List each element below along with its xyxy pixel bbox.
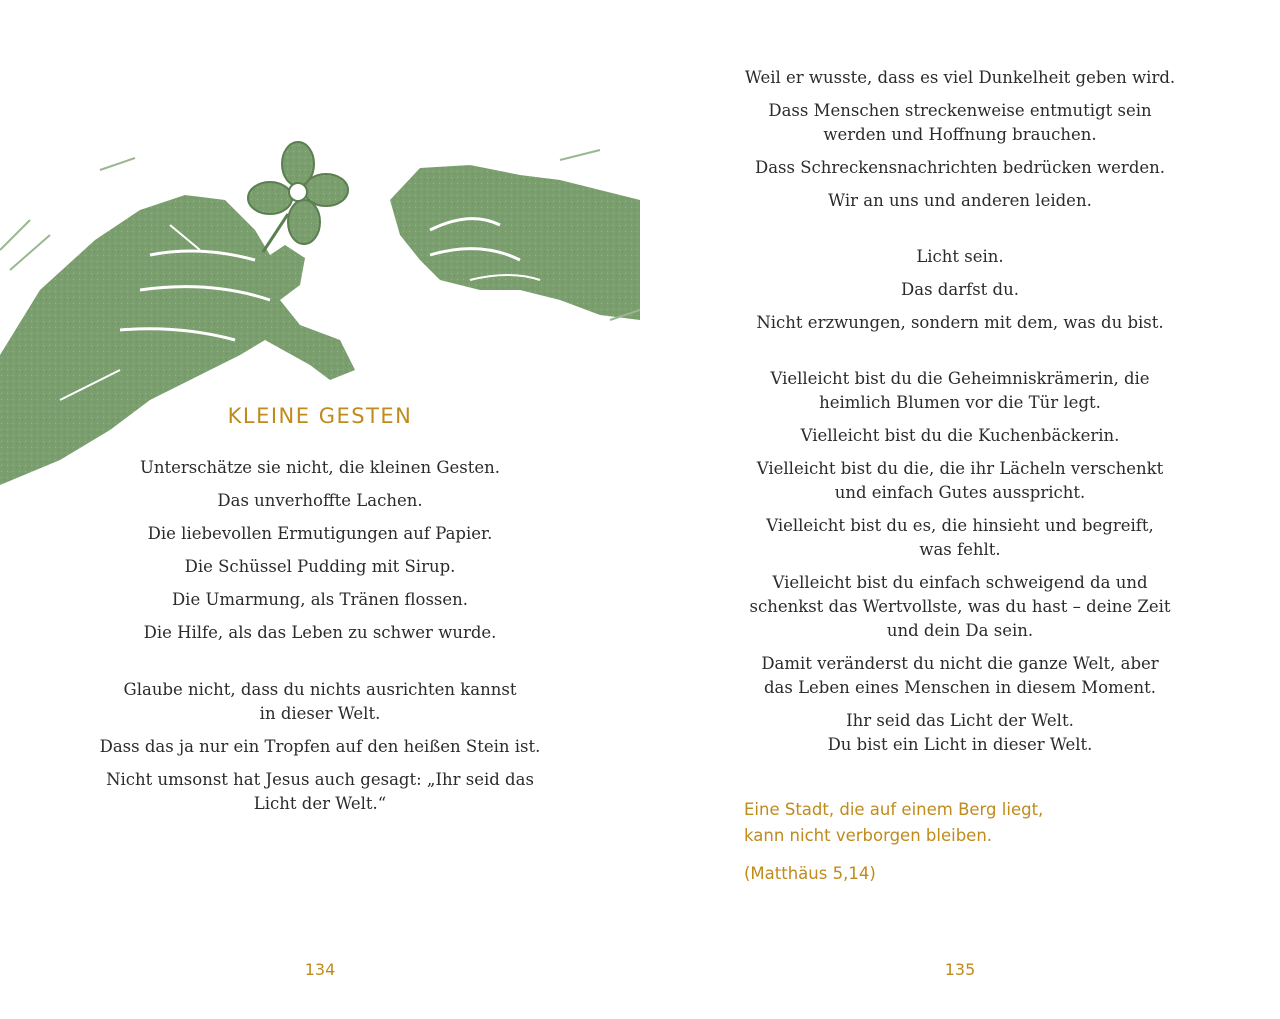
- text-line: Die Umarmung, als Tränen flossen.: [171, 590, 469, 609]
- right-stanza-1: [700, 66, 1220, 222]
- paragraph: [700, 156, 1220, 180]
- page-number-left: 134: [304, 960, 336, 979]
- paragraph: [80, 678, 560, 726]
- text-line: Vielleicht bist du die Kuchenbäckerin.: [800, 426, 1120, 445]
- text-line: das Leben eines Menschen in diesem Moment.: [763, 678, 1157, 697]
- text-line: Vielleicht bist du die Geheimniskrämerin, die: [770, 369, 1150, 388]
- text-line: und dein Da sein.: [886, 621, 1034, 640]
- text-line: Licht sein.: [916, 247, 1004, 266]
- text-line: Vielleicht bist du einfach schweigend da und: [772, 573, 1148, 592]
- page-number-right: 135: [944, 960, 976, 979]
- linocut-hands-with-flower: [0, 140, 640, 490]
- text-line: Unterschätze sie nicht, die kleinen Gesten.: [139, 458, 501, 477]
- flower-shape: [248, 142, 348, 252]
- paragraph: [700, 571, 1220, 643]
- text-line: Das darfst du.: [901, 280, 1019, 299]
- verse-line: kann nicht verborgen bleiben.: [744, 826, 993, 845]
- text-line: Glaube nicht, dass du nichts ausrichten kannst: [123, 680, 517, 699]
- text-line: Wir an uns und anderen leiden.: [828, 191, 1092, 210]
- bible-verse: [744, 797, 1204, 887]
- paragraph: [700, 99, 1220, 147]
- chapter-heading: KLEINE GESTEN: [227, 404, 413, 428]
- text-line: Ihr seid das Licht der Welt.: [846, 711, 1074, 730]
- text-line: schenkst das Wertvollste, was du hast – deine Zeit: [749, 597, 1171, 616]
- verse-reference: (Matthäus 5,14): [744, 864, 876, 883]
- text-line: Vielleicht bist du die, die ihr Lächeln verschenkt: [756, 459, 1164, 478]
- left-stanza-2: [80, 678, 560, 825]
- text-line: Nicht erzwungen, sondern mit dem, was du bist.: [756, 313, 1164, 332]
- paragraph: [700, 652, 1220, 700]
- right-page: [640, 0, 1280, 1019]
- paragraph: [700, 514, 1220, 562]
- text-line: Das unverhoffte Lachen.: [217, 491, 423, 510]
- paragraph: [80, 768, 560, 816]
- paragraph: [700, 189, 1220, 213]
- verse-line: Eine Stadt, die auf einem Berg liegt,: [744, 800, 1044, 819]
- paragraph: [700, 709, 1220, 757]
- right-stanza-2: [700, 245, 1220, 344]
- right-stanza-3: [700, 367, 1220, 766]
- paragraph: [700, 457, 1220, 505]
- text-line: werden und Hoffnung brauchen.: [823, 125, 1097, 144]
- text-line: heimlich Blumen vor die Tür legt.: [819, 393, 1101, 412]
- text-line: Die Hilfe, als das Leben zu schwer wurde.: [143, 623, 497, 642]
- text-line: Damit veränderst du nicht die ganze Welt, aber: [761, 654, 1159, 673]
- text-line: Du bist ein Licht in dieser Welt.: [827, 735, 1093, 754]
- text-line: in dieser Welt.: [259, 704, 381, 723]
- text-line: Nicht umsonst hat Jesus auch gesagt: „Ihr seid das: [106, 770, 534, 789]
- text-line: Die Schüssel Pudding mit Sirup.: [184, 557, 456, 576]
- left-stanza-1: [80, 456, 560, 654]
- paragraph: [80, 735, 560, 759]
- text-line: Licht der Welt.“: [253, 794, 387, 813]
- paragraph: [700, 424, 1220, 448]
- text-line: Dass Schreckensnachrichten bedrücken werden.: [754, 158, 1166, 177]
- paragraph: [700, 66, 1220, 90]
- text-line: Dass das ja nur ein Tropfen auf den heißen Stein ist.: [99, 737, 541, 756]
- text-line: Vielleicht bist du es, die hinsieht und begreift,: [766, 516, 1154, 535]
- right-hand-shape: [390, 165, 640, 320]
- text-line: Dass Menschen streckenweise entmutigt sein: [768, 101, 1152, 120]
- paragraph: [700, 367, 1220, 415]
- text-line: was fehlt.: [919, 540, 1001, 559]
- text-line: Die liebevollen Ermutigungen auf Papier.: [147, 524, 493, 543]
- text-line: Weil er wusste, dass es viel Dunkelheit geben wird.: [744, 68, 1176, 87]
- text-line: und einfach Gutes ausspricht.: [834, 483, 1086, 502]
